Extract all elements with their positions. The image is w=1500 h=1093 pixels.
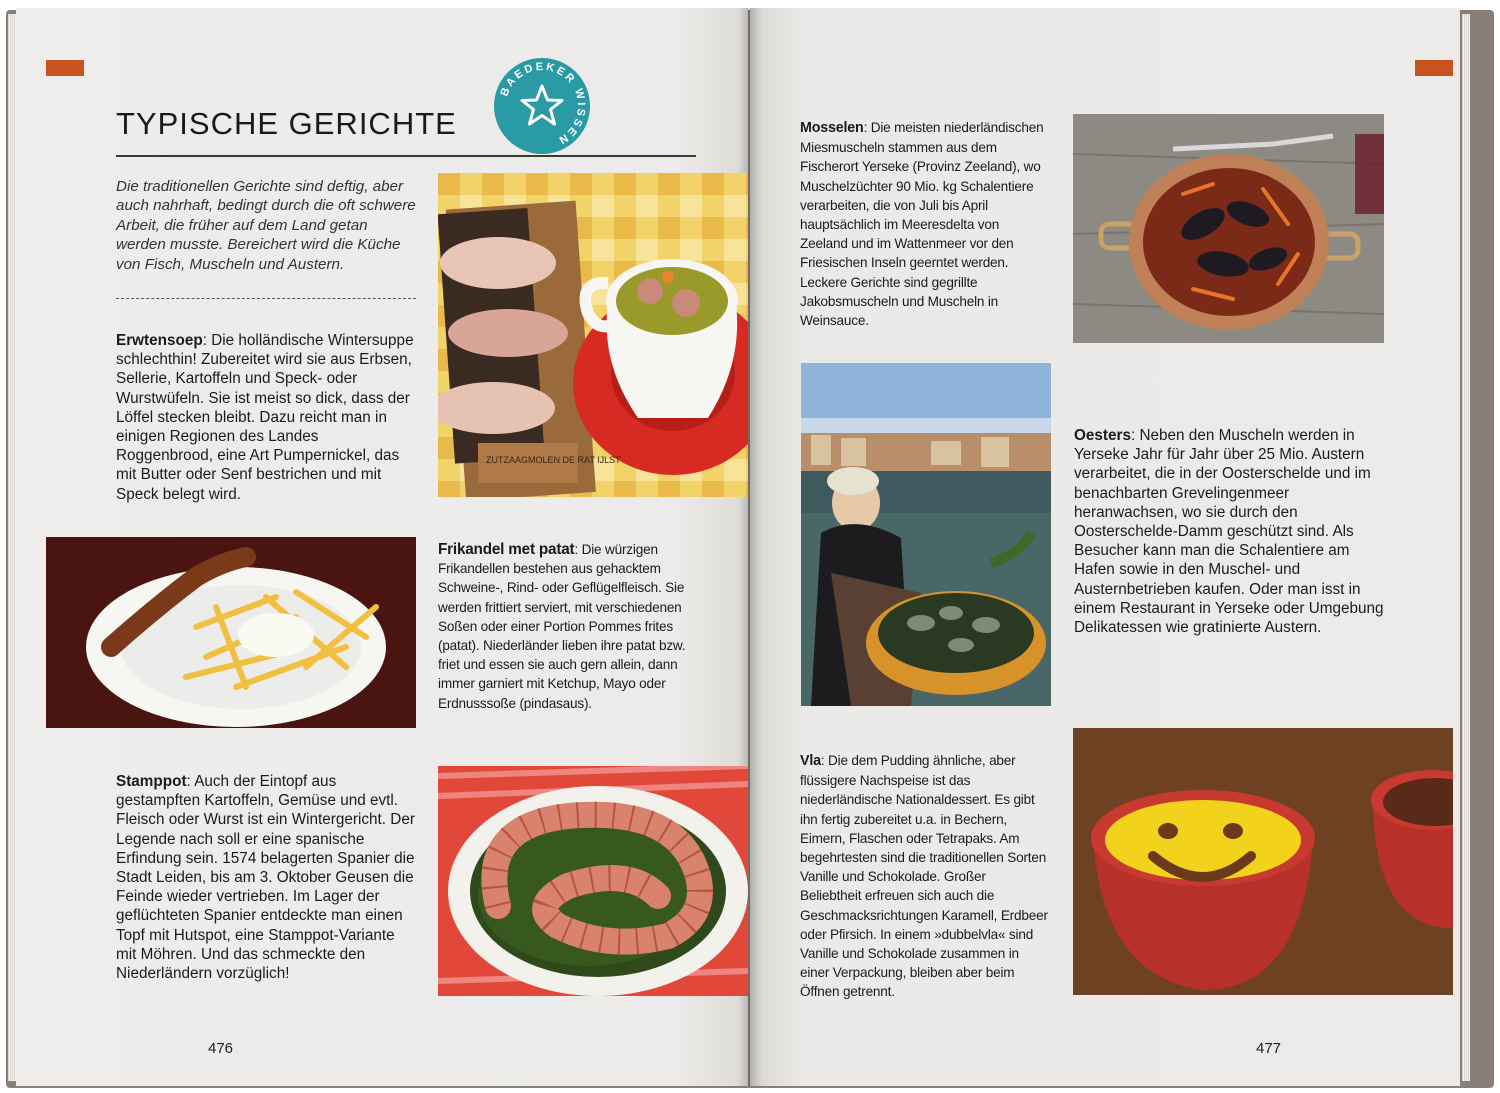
- oesters-term: Oesters: [1074, 427, 1131, 444]
- baedeker-wissen-badge: [492, 56, 592, 156]
- erwtensoep-photo: [438, 173, 748, 497]
- right-page-edges: [1462, 14, 1470, 1081]
- oyster-harbour-photo: [801, 363, 1051, 706]
- intro-text: Die traditionellen Gerichte sind deftig, aber auch nahrhaft, bedingt durch die oft schwere Arbeit, die früher auf dem Land getan werden musste. Bereichert wird die Küche von Fisch, Muscheln und Austern.: [116, 178, 416, 273]
- mosselen-term: Mosselen: [800, 120, 864, 136]
- vla-paragraph: [800, 751, 1050, 1002]
- page-number-left: 476: [208, 1040, 234, 1057]
- stamppot-photo: [438, 766, 748, 996]
- mosselen-body: : Die meisten niederländischen Miesmuscheln stammen aus dem Fischerort Yerseke (Provinz Zeeland), wo Muschelzüchter 90 Mio. kg Schalentiere verarbeiten, die von Juli bis April hauptsächlich im Meeresdelta von Zeeland und im Wattenmeer vor den Friesischen Inseln geerntet werden. Leckere Gerichte sind gegrillte Jakobsmuscheln und Muscheln in Weinsauce.: [800, 120, 1044, 329]
- dashed-divider: [116, 298, 416, 299]
- page-title: TYPISCHE GERICHTE: [116, 106, 457, 141]
- title-underline: [116, 155, 696, 157]
- oesters-paragraph: [1074, 426, 1386, 637]
- oesters-body: : Neben den Muscheln werden in Yerseke Jahr für Jahr über 25 Mio. Austern verarbeitet, die in der Oosterschelde und im benachbarten Grevelingenmeer heranwachsen, wo sie durch den Oosterschelde-Damm geschützt sind. Als Besucher kann man die Schalentiere am Hafen sowie in den Muschel- und Austernbetrieben kaufen. Oder man isst in einem Restaurant in Yerseke oder Umgebung Delikatessen wie gratinierte Austern.: [1074, 427, 1384, 637]
- stamppot-body: : Auch der Eintopf aus gestampften Kartoffeln, Gemüse und evtl. Fleisch oder Wurst ist ein Wintergericht. Der Legende nach soll er eine spanische Erfindung sein. 1574 belagerten Spanier die Stadt Leiden, bis am 3. Oktober Geusen die Feinde wieder vertrieben. Im Lager der geflüchteten Spanier entdeckte man einen Topf mit Hutspot, eine Stamppot-Variante mit Möhren. Und das schmeckte den Niederländern vorzüglich!: [116, 773, 415, 983]
- stamppot-paragraph: [116, 772, 416, 983]
- erwtensoep-body: : Die holländische Wintersuppe schlechthin! Zubereitet wird sie aus Erbsen, Sellerie, Kartoffeln und Speck- oder Wurstwüfeln. Sie ist meist so dick, dass der Löffel stecken bleibt. Dazu reicht man in einigen Regionen des Landes Roggenbrood, eine Art Pumpernickel, das mit Butter oder Senf bestrichen und mit Speck belegt wird.: [116, 332, 414, 503]
- left-page-edges: [8, 14, 16, 1081]
- badge-text: BAEDEKER WISSEN: [498, 60, 588, 148]
- erwtensoep-term: Erwtensoep: [116, 332, 203, 349]
- vla-term: Vla: [800, 753, 821, 769]
- frikandel-term: Frikandel met patat: [438, 541, 575, 558]
- chapter-tab-right: [1415, 60, 1453, 76]
- stamppot-term: Stamppot: [116, 773, 187, 790]
- page-number-right: 477: [1256, 1040, 1282, 1057]
- vla-body: : Die dem Pudding ähnliche, aber flüssigere Nachspeise ist das niederländische Nationaldessert. Es gibt ihn fertig zubereitet u.a. in Bechern, Eimern, Flaschen oder Tetrapaks. Am begehrtesten sind die traditionellen Sorten Vanille und Schokolade. Großer Beliebtheit erfreuen sich auch die Geschmacksrichtungen Karamell, Erdbeer oder Pfirsich. In einem »dubbelvla« sind Vanille und Schokolade zusammen in einer Verpackung, bleiben aber beim Öffnen getrennt.: [800, 753, 1048, 1000]
- frikandel-paragraph: [438, 540, 688, 713]
- chapter-tab-left: [46, 60, 84, 76]
- board-text: ZUTZAAGMOLEN DE RAT IJLST: [486, 455, 621, 465]
- erwtensoep-paragraph: [116, 331, 418, 504]
- mussels-photo: [1073, 114, 1384, 343]
- vla-photo: [1073, 728, 1453, 995]
- frikandel-photo: [46, 537, 416, 728]
- mosselen-paragraph: [800, 118, 1050, 330]
- frikandel-body: : Die würzigen Frikandellen bestehen aus gehacktem Schweine-, Rind- oder Geflügelfleisch. Sie werden frittiert serviert, mit verschiedenen Soßen oder einer Portion Pommes frites (patat). Niederländer lieben ihre patat bzw. friet und essen sie auch gern allein, dann immer garniert mit Ketchup, Mayo oder Erdnusssoße (pindasaus).: [438, 542, 686, 711]
